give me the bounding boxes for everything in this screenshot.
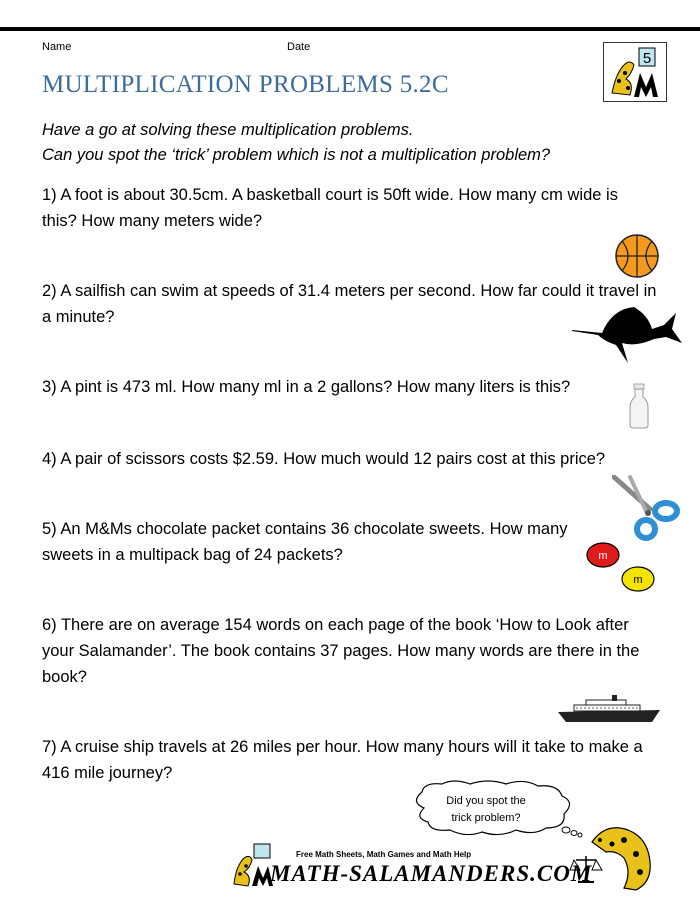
- grade-logo: [603, 42, 667, 102]
- svg-text:m: m: [633, 574, 643, 586]
- svg-text:m: m: [598, 550, 608, 562]
- candy-icon: [585, 540, 655, 596]
- intro-line-2: Can you spot the ‘trick’ problem which is not a multiplication problem?: [42, 146, 551, 164]
- question-4: 4) A pair of scissors costs $2.59. How much would 12 pairs cost at this price?: [42, 450, 606, 468]
- intro-line-1: Have a go at solving these multiplication problems.: [42, 121, 414, 139]
- scissors-icon: [612, 475, 682, 541]
- basketball-icon: [614, 233, 660, 279]
- question-6: 6) There are on average 154 words on each page of the book ‘How to Look after your Salamander’. The book contains 37 pages. How many words are there in the book?: [42, 616, 640, 686]
- milk-bottle-icon: [628, 383, 650, 429]
- name-label: Name: [42, 41, 72, 53]
- question-2: 2) A sailfish can swim at speeds of 31.4 meters per second. How far could it travel in a minute?: [42, 282, 657, 326]
- footer-tagline: Free Math Sheets, Math Games and Math Help: [296, 850, 472, 859]
- question-7: 7) A cruise ship travels at 26 miles per hour. How many hours will it take to make a 416 mile journey?: [42, 738, 643, 782]
- question-5: 5) An M&Ms chocolate packet contains 36 chocolate sweets. How many sweets in a multipack bag of 24 packets?: [42, 520, 568, 564]
- question-1: 1) A foot is about 30.5cm. A basketball court is 50ft wide. How many cm wide is this? How many meters wide?: [42, 186, 618, 230]
- top-rule: [0, 27, 700, 31]
- page-title: MULTIPLICATION PROBLEMS 5.2C: [42, 71, 449, 98]
- footer-logo-icon: [228, 842, 274, 888]
- grade-badge: 5: [642, 50, 652, 67]
- cruise-ship-icon: [556, 694, 664, 724]
- sailfish-icon: [572, 303, 684, 367]
- question-3: 3) A pint is 473 ml. How many ml in a 2 gallons? How many liters is this?: [42, 378, 571, 396]
- date-label: Date: [287, 41, 311, 53]
- footer-site-name[interactable]: MATH-SALAMANDERS.COM: [270, 861, 593, 886]
- bubble-text: Did you spot the trick problem?: [446, 795, 526, 824]
- salamander-logo-icon: [604, 43, 666, 101]
